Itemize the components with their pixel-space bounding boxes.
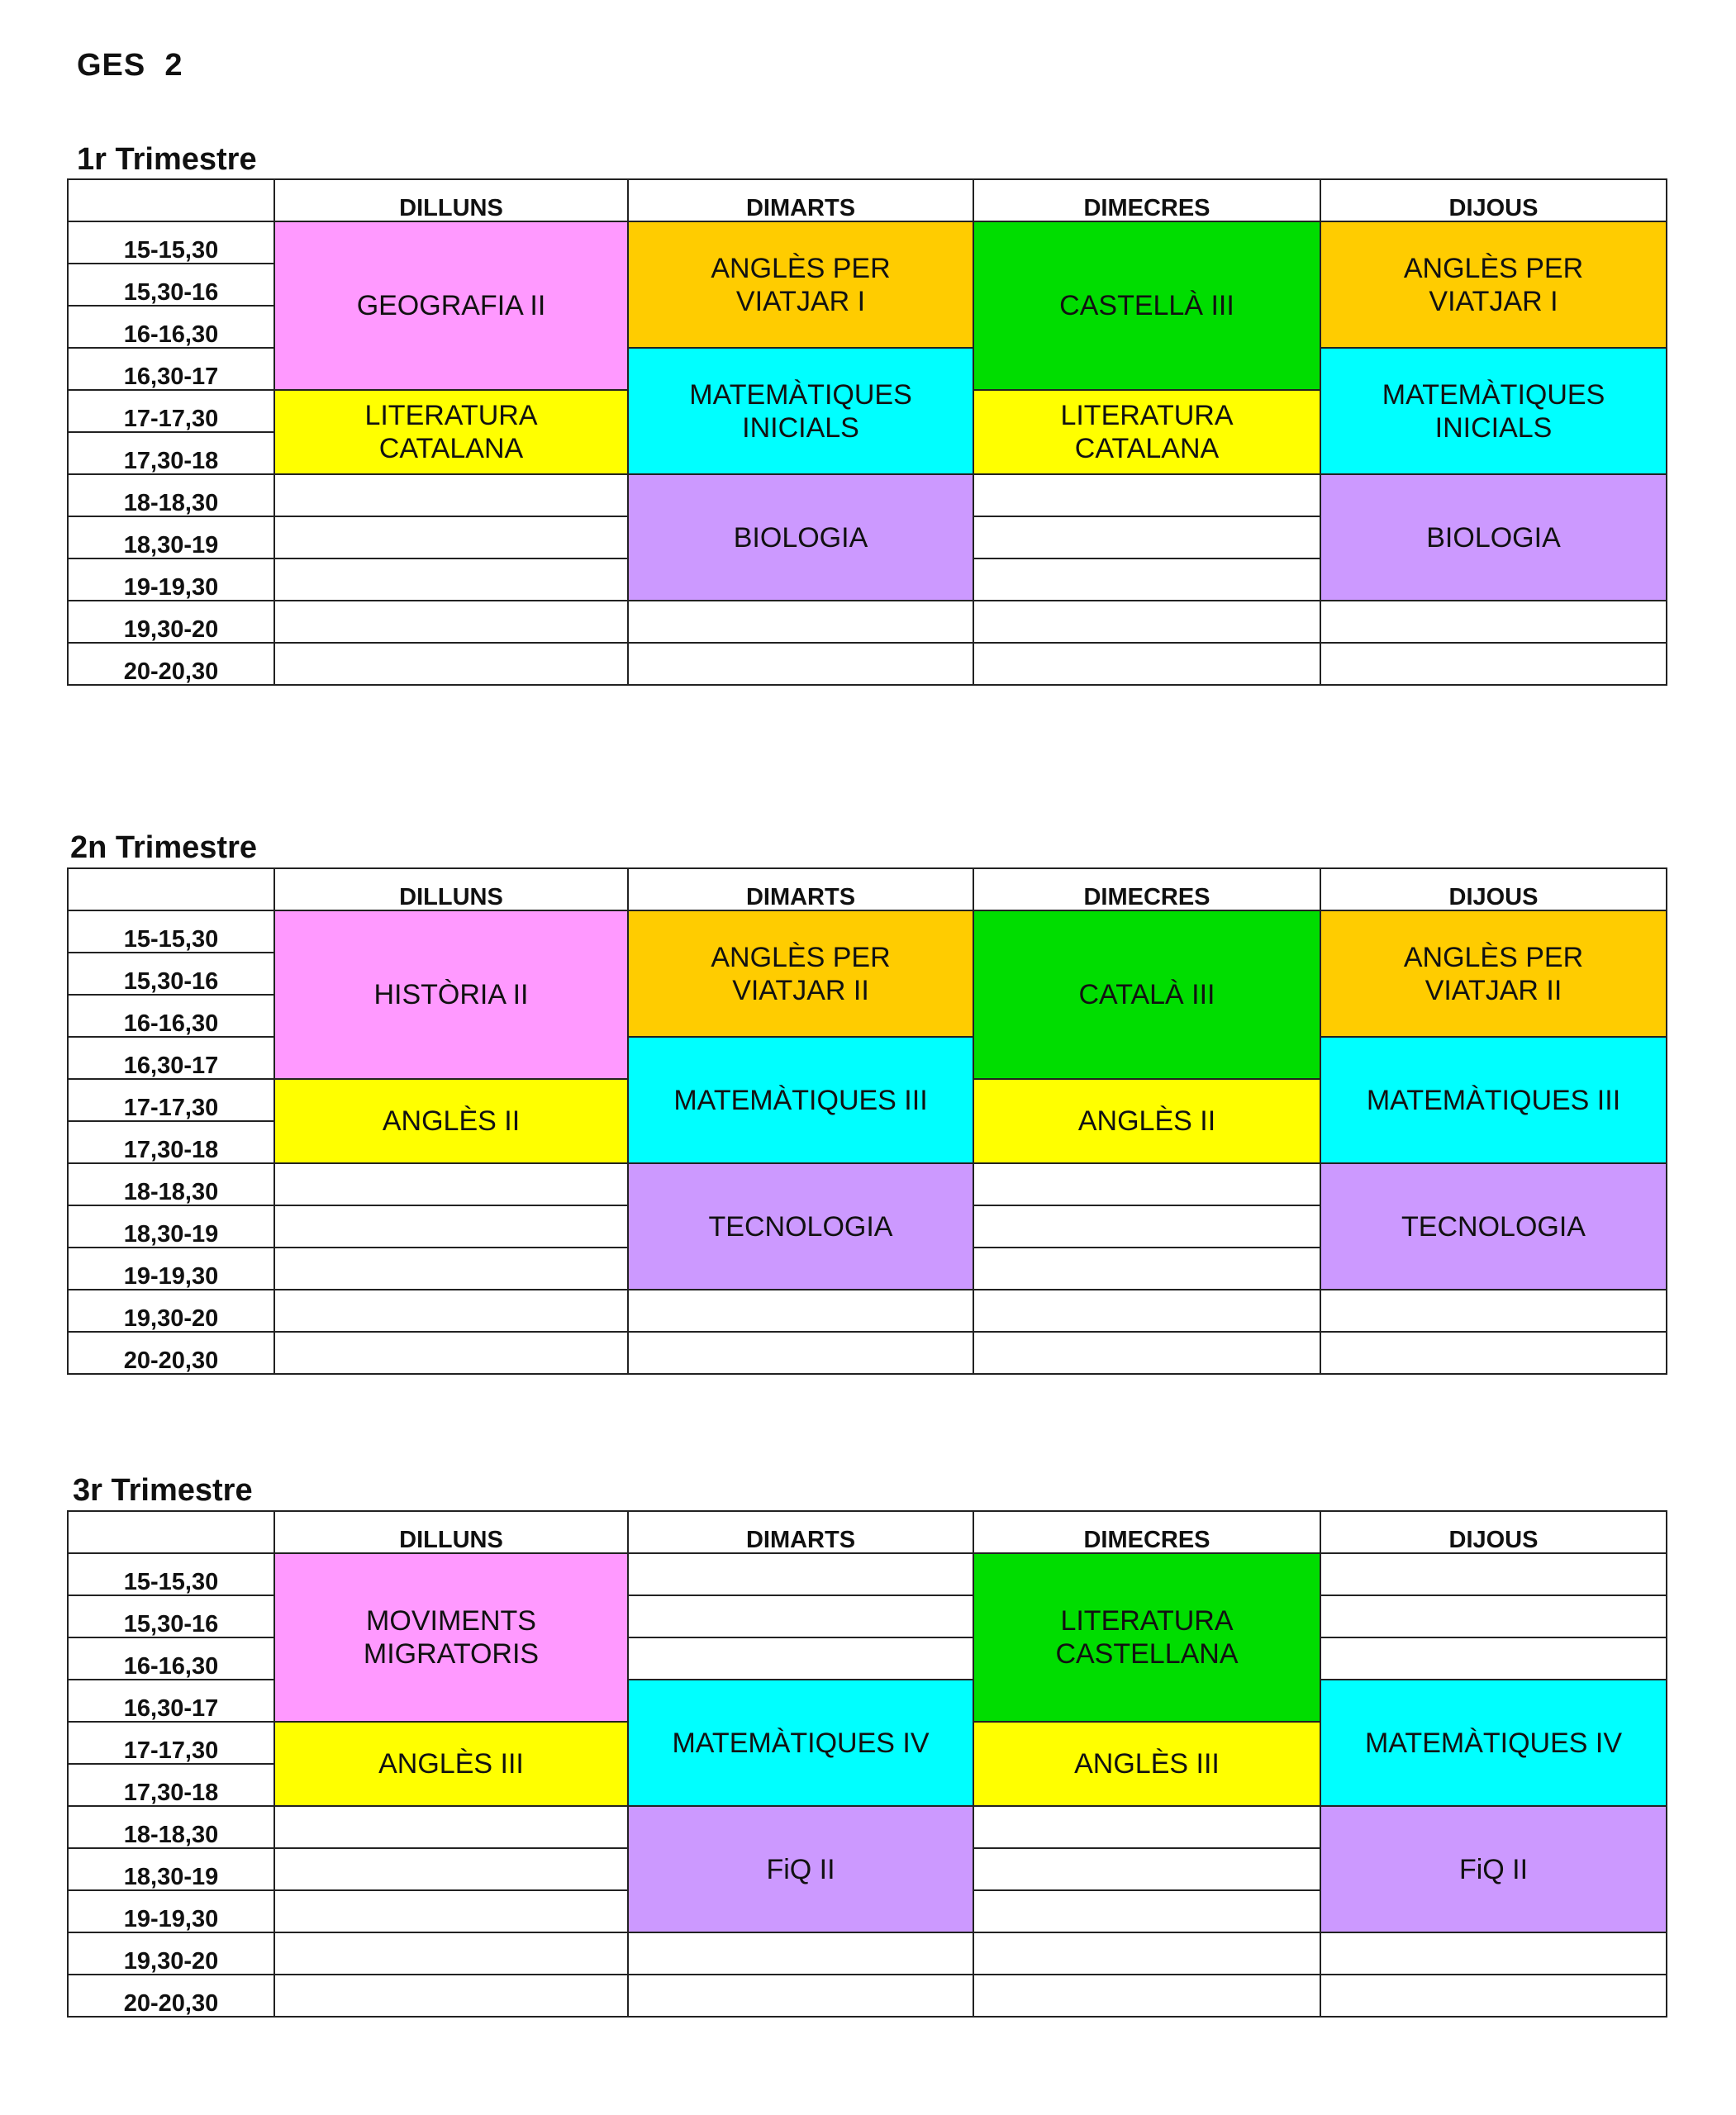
subject-block: MATEMÀTIQUES IV bbox=[1320, 1680, 1667, 1806]
empty-slot bbox=[274, 1975, 628, 2017]
subject-block: CATALÀ III bbox=[973, 910, 1320, 1079]
empty-slot bbox=[628, 1932, 973, 1975]
empty-slot bbox=[1320, 601, 1667, 643]
table-row bbox=[68, 1332, 1667, 1374]
time-slot-label: 19,30-20 bbox=[68, 601, 274, 643]
subject-block: MATEMÀTIQUES III bbox=[628, 1037, 973, 1163]
empty-slot bbox=[973, 516, 1320, 558]
empty-slot bbox=[1320, 1332, 1667, 1374]
header-row bbox=[68, 1511, 1667, 1553]
subject-block: MOVIMENTS MIGRATORIS bbox=[274, 1553, 628, 1722]
subject-block: MATEMÀTIQUES INICIALS bbox=[1320, 348, 1667, 474]
empty-slot bbox=[274, 1248, 628, 1290]
subject-block: FiQ II bbox=[1320, 1806, 1667, 1932]
subject-block: TECNOLOGIA bbox=[628, 1163, 973, 1290]
document-title: GES 2 bbox=[77, 48, 183, 83]
time-slot-label: 15,30-16 bbox=[68, 1595, 274, 1637]
day-header: DILLUNS bbox=[274, 868, 628, 910]
time-slot-label: 16,30-17 bbox=[68, 1037, 274, 1079]
subject-block: ANGLÈS II bbox=[274, 1079, 628, 1163]
empty-slot bbox=[274, 1290, 628, 1332]
subject-block: LITERATURA CATALANA bbox=[973, 390, 1320, 474]
subject-block: BIOLOGIA bbox=[628, 474, 973, 601]
empty-slot bbox=[973, 1163, 1320, 1205]
empty-slot bbox=[973, 1332, 1320, 1374]
subject-block: ANGLÈS III bbox=[973, 1722, 1320, 1806]
table-row bbox=[68, 474, 1667, 516]
subject-block: CASTELLÀ III bbox=[973, 221, 1320, 390]
table-row bbox=[68, 1806, 1667, 1848]
term-title: 3r Trimestre bbox=[73, 1473, 253, 1508]
day-header: DIJOUS bbox=[1320, 1511, 1667, 1553]
time-slot-label: 16-16,30 bbox=[68, 995, 274, 1037]
schedule-table bbox=[67, 1510, 1667, 2018]
time-slot-label: 16,30-17 bbox=[68, 1680, 274, 1722]
day-header: DIMARTS bbox=[628, 868, 973, 910]
subject-block: HISTÒRIA II bbox=[274, 910, 628, 1079]
time-slot-label: 16-16,30 bbox=[68, 1637, 274, 1680]
subject-block: MATEMÀTIQUES IV bbox=[628, 1680, 973, 1806]
time-slot-label: 19,30-20 bbox=[68, 1290, 274, 1332]
empty-slot bbox=[628, 643, 973, 685]
time-slot-label: 19-19,30 bbox=[68, 1248, 274, 1290]
subject-block: MATEMÀTIQUES III bbox=[1320, 1037, 1667, 1163]
subject-block: ANGLÈS PER VIATJAR I bbox=[628, 221, 973, 348]
day-header: DIMECRES bbox=[973, 1511, 1320, 1553]
time-slot-label: 17-17,30 bbox=[68, 1722, 274, 1764]
empty-slot bbox=[973, 474, 1320, 516]
time-slot-label: 18,30-19 bbox=[68, 516, 274, 558]
day-header: DIJOUS bbox=[1320, 179, 1667, 221]
empty-slot bbox=[1320, 1637, 1667, 1680]
empty-slot bbox=[973, 1890, 1320, 1932]
empty-slot bbox=[628, 1975, 973, 2017]
empty-slot bbox=[274, 1932, 628, 1975]
time-slot-label: 20-20,30 bbox=[68, 1975, 274, 2017]
term-title: 2n Trimestre bbox=[70, 830, 257, 865]
empty-slot bbox=[1320, 1975, 1667, 2017]
empty-slot bbox=[973, 1205, 1320, 1248]
empty-slot bbox=[1320, 1595, 1667, 1637]
empty-slot bbox=[973, 643, 1320, 685]
empty-slot bbox=[628, 601, 973, 643]
time-slot-label: 15,30-16 bbox=[68, 953, 274, 995]
subject-block: ANGLÈS PER VIATJAR II bbox=[1320, 910, 1667, 1037]
time-slot-label: 16-16,30 bbox=[68, 306, 274, 348]
day-header: DIMECRES bbox=[973, 179, 1320, 221]
time-slot-label: 15,30-16 bbox=[68, 264, 274, 306]
day-header: DIMECRES bbox=[973, 868, 1320, 910]
table-row bbox=[68, 1932, 1667, 1975]
time-slot-label: 17-17,30 bbox=[68, 1079, 274, 1121]
day-header: DILLUNS bbox=[274, 179, 628, 221]
empty-slot bbox=[628, 1595, 973, 1637]
table-row bbox=[68, 1553, 1667, 1595]
subject-block: ANGLÈS II bbox=[973, 1079, 1320, 1163]
time-slot-label: 15-15,30 bbox=[68, 1553, 274, 1595]
empty-slot bbox=[274, 1806, 628, 1848]
empty-slot bbox=[274, 643, 628, 685]
time-slot-label: 18,30-19 bbox=[68, 1205, 274, 1248]
table-row bbox=[68, 910, 1667, 953]
empty-slot bbox=[274, 474, 628, 516]
table-row bbox=[68, 601, 1667, 643]
time-slot-label: 19,30-20 bbox=[68, 1932, 274, 1975]
table-row bbox=[68, 643, 1667, 685]
table-row bbox=[68, 1975, 1667, 2017]
empty-slot bbox=[274, 1890, 628, 1932]
time-slot-label: 17-17,30 bbox=[68, 390, 274, 432]
empty-slot bbox=[274, 601, 628, 643]
schedule-table bbox=[67, 867, 1667, 1375]
time-slot-label: 19-19,30 bbox=[68, 1890, 274, 1932]
subject-block: ANGLÈS PER VIATJAR I bbox=[1320, 221, 1667, 348]
empty-slot bbox=[628, 1553, 973, 1595]
empty-slot bbox=[973, 1975, 1320, 2017]
time-slot-label: 19-19,30 bbox=[68, 558, 274, 601]
empty-slot bbox=[1320, 1932, 1667, 1975]
empty-slot bbox=[1320, 1290, 1667, 1332]
time-slot-label: 18-18,30 bbox=[68, 1163, 274, 1205]
time-slot-label: 20-20,30 bbox=[68, 643, 274, 685]
subject-block: FiQ II bbox=[628, 1806, 973, 1932]
day-header: DIMARTS bbox=[628, 1511, 973, 1553]
header-row bbox=[68, 179, 1667, 221]
day-header: DILLUNS bbox=[274, 1511, 628, 1553]
empty-slot bbox=[274, 1332, 628, 1374]
empty-slot bbox=[973, 558, 1320, 601]
subject-block: ANGLÈS III bbox=[274, 1722, 628, 1806]
subject-block: MATEMÀTIQUES INICIALS bbox=[628, 348, 973, 474]
subject-block: TECNOLOGIA bbox=[1320, 1163, 1667, 1290]
time-slot-label: 15-15,30 bbox=[68, 910, 274, 953]
schedule-table bbox=[67, 178, 1667, 686]
time-slot-label: 18-18,30 bbox=[68, 1806, 274, 1848]
empty-slot bbox=[973, 1932, 1320, 1975]
empty-slot bbox=[274, 1163, 628, 1205]
header-corner-cell bbox=[68, 1511, 274, 1553]
time-slot-label: 18-18,30 bbox=[68, 474, 274, 516]
empty-slot bbox=[628, 1290, 973, 1332]
empty-slot bbox=[973, 601, 1320, 643]
time-slot-label: 17,30-18 bbox=[68, 432, 274, 474]
time-slot-label: 15-15,30 bbox=[68, 221, 274, 264]
table-row bbox=[68, 221, 1667, 264]
day-header: DIMARTS bbox=[628, 179, 973, 221]
empty-slot bbox=[274, 516, 628, 558]
empty-slot bbox=[274, 1205, 628, 1248]
table-row bbox=[68, 1163, 1667, 1205]
term-title: 1r Trimestre bbox=[77, 142, 257, 177]
time-slot-label: 17,30-18 bbox=[68, 1764, 274, 1806]
empty-slot bbox=[274, 558, 628, 601]
subject-block: GEOGRAFIA II bbox=[274, 221, 628, 390]
subject-block: BIOLOGIA bbox=[1320, 474, 1667, 601]
empty-slot bbox=[1320, 1553, 1667, 1595]
header-corner-cell bbox=[68, 868, 274, 910]
time-slot-label: 18,30-19 bbox=[68, 1848, 274, 1890]
empty-slot bbox=[973, 1848, 1320, 1890]
time-slot-label: 16,30-17 bbox=[68, 348, 274, 390]
empty-slot bbox=[274, 1848, 628, 1890]
subject-block: LITERATURA CASTELLANA bbox=[973, 1553, 1320, 1722]
empty-slot bbox=[628, 1637, 973, 1680]
empty-slot bbox=[1320, 643, 1667, 685]
header-row bbox=[68, 868, 1667, 910]
empty-slot bbox=[973, 1806, 1320, 1848]
day-header: DIJOUS bbox=[1320, 868, 1667, 910]
subject-block: LITERATURA CATALANA bbox=[274, 390, 628, 474]
subject-block: ANGLÈS PER VIATJAR II bbox=[628, 910, 973, 1037]
header-corner-cell bbox=[68, 179, 274, 221]
table-row bbox=[68, 1290, 1667, 1332]
empty-slot bbox=[628, 1332, 973, 1374]
empty-slot bbox=[973, 1248, 1320, 1290]
time-slot-label: 17,30-18 bbox=[68, 1121, 274, 1163]
empty-slot bbox=[973, 1290, 1320, 1332]
time-slot-label: 20-20,30 bbox=[68, 1332, 274, 1374]
